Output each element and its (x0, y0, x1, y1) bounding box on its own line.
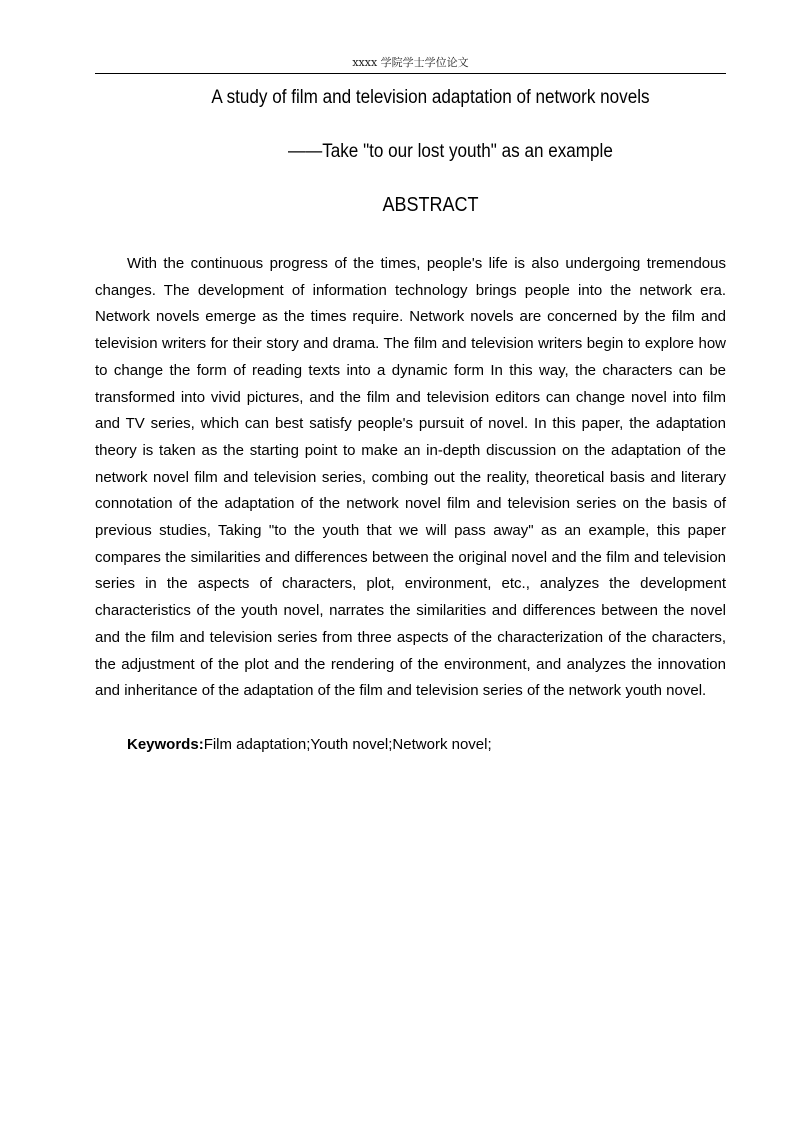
keywords-line (127, 733, 492, 757)
paper-title: A study of film and television adaptation of network novels (211, 87, 650, 108)
keywords-label: Keywords: (127, 736, 204, 753)
running-header: xxxx 学院学士学位论文 (352, 56, 469, 69)
abstract-heading: ABSTRACT (382, 194, 479, 216)
abstract-body: With the continuous progress of the times, people's life is also undergoing tremendous changes. The development of information technology brings people into the network era. Network novels emerge as the times require. Network novels are concerned by the film and television writers for their story and drama. The film and television writers begin to explore how to change the form of reading texts into a dynamic form In this way, the characters can be transformed into vivid pictures, and the film and television editors can change novel into film and TV series, which can best satisfy people's pursuit of novel. In this paper, the adaptation theory is taken as the starting point to make an in-depth discussion on the adaptation of the network novel film and television series, combing out the reality, theoretical basis and literary connotation of the adaptation of the network novel film and television series on the basis of previous studies, Taking "to the youth that we will pass away" as an example, this paper compares the similarities and differences between the original novel and the film and television series in the aspects of characters, plot, environment, etc., analyzes the development characteristics of the youth novel, narrates the similarities and differences between the novel and the film and television series from three aspects of the characterization of the characters, the adjustment of the plot and the rendering of the environment, and analyzes the innovation and inheritance of the adaptation of the film and television series of the network youth novel. (95, 255, 726, 700)
keywords-value: Film adaptation;Youth novel;Network novel; (203, 736, 492, 753)
header-rule (95, 73, 726, 74)
paper-subtitle: ——Take "to our lost youth" as an example (288, 141, 613, 162)
